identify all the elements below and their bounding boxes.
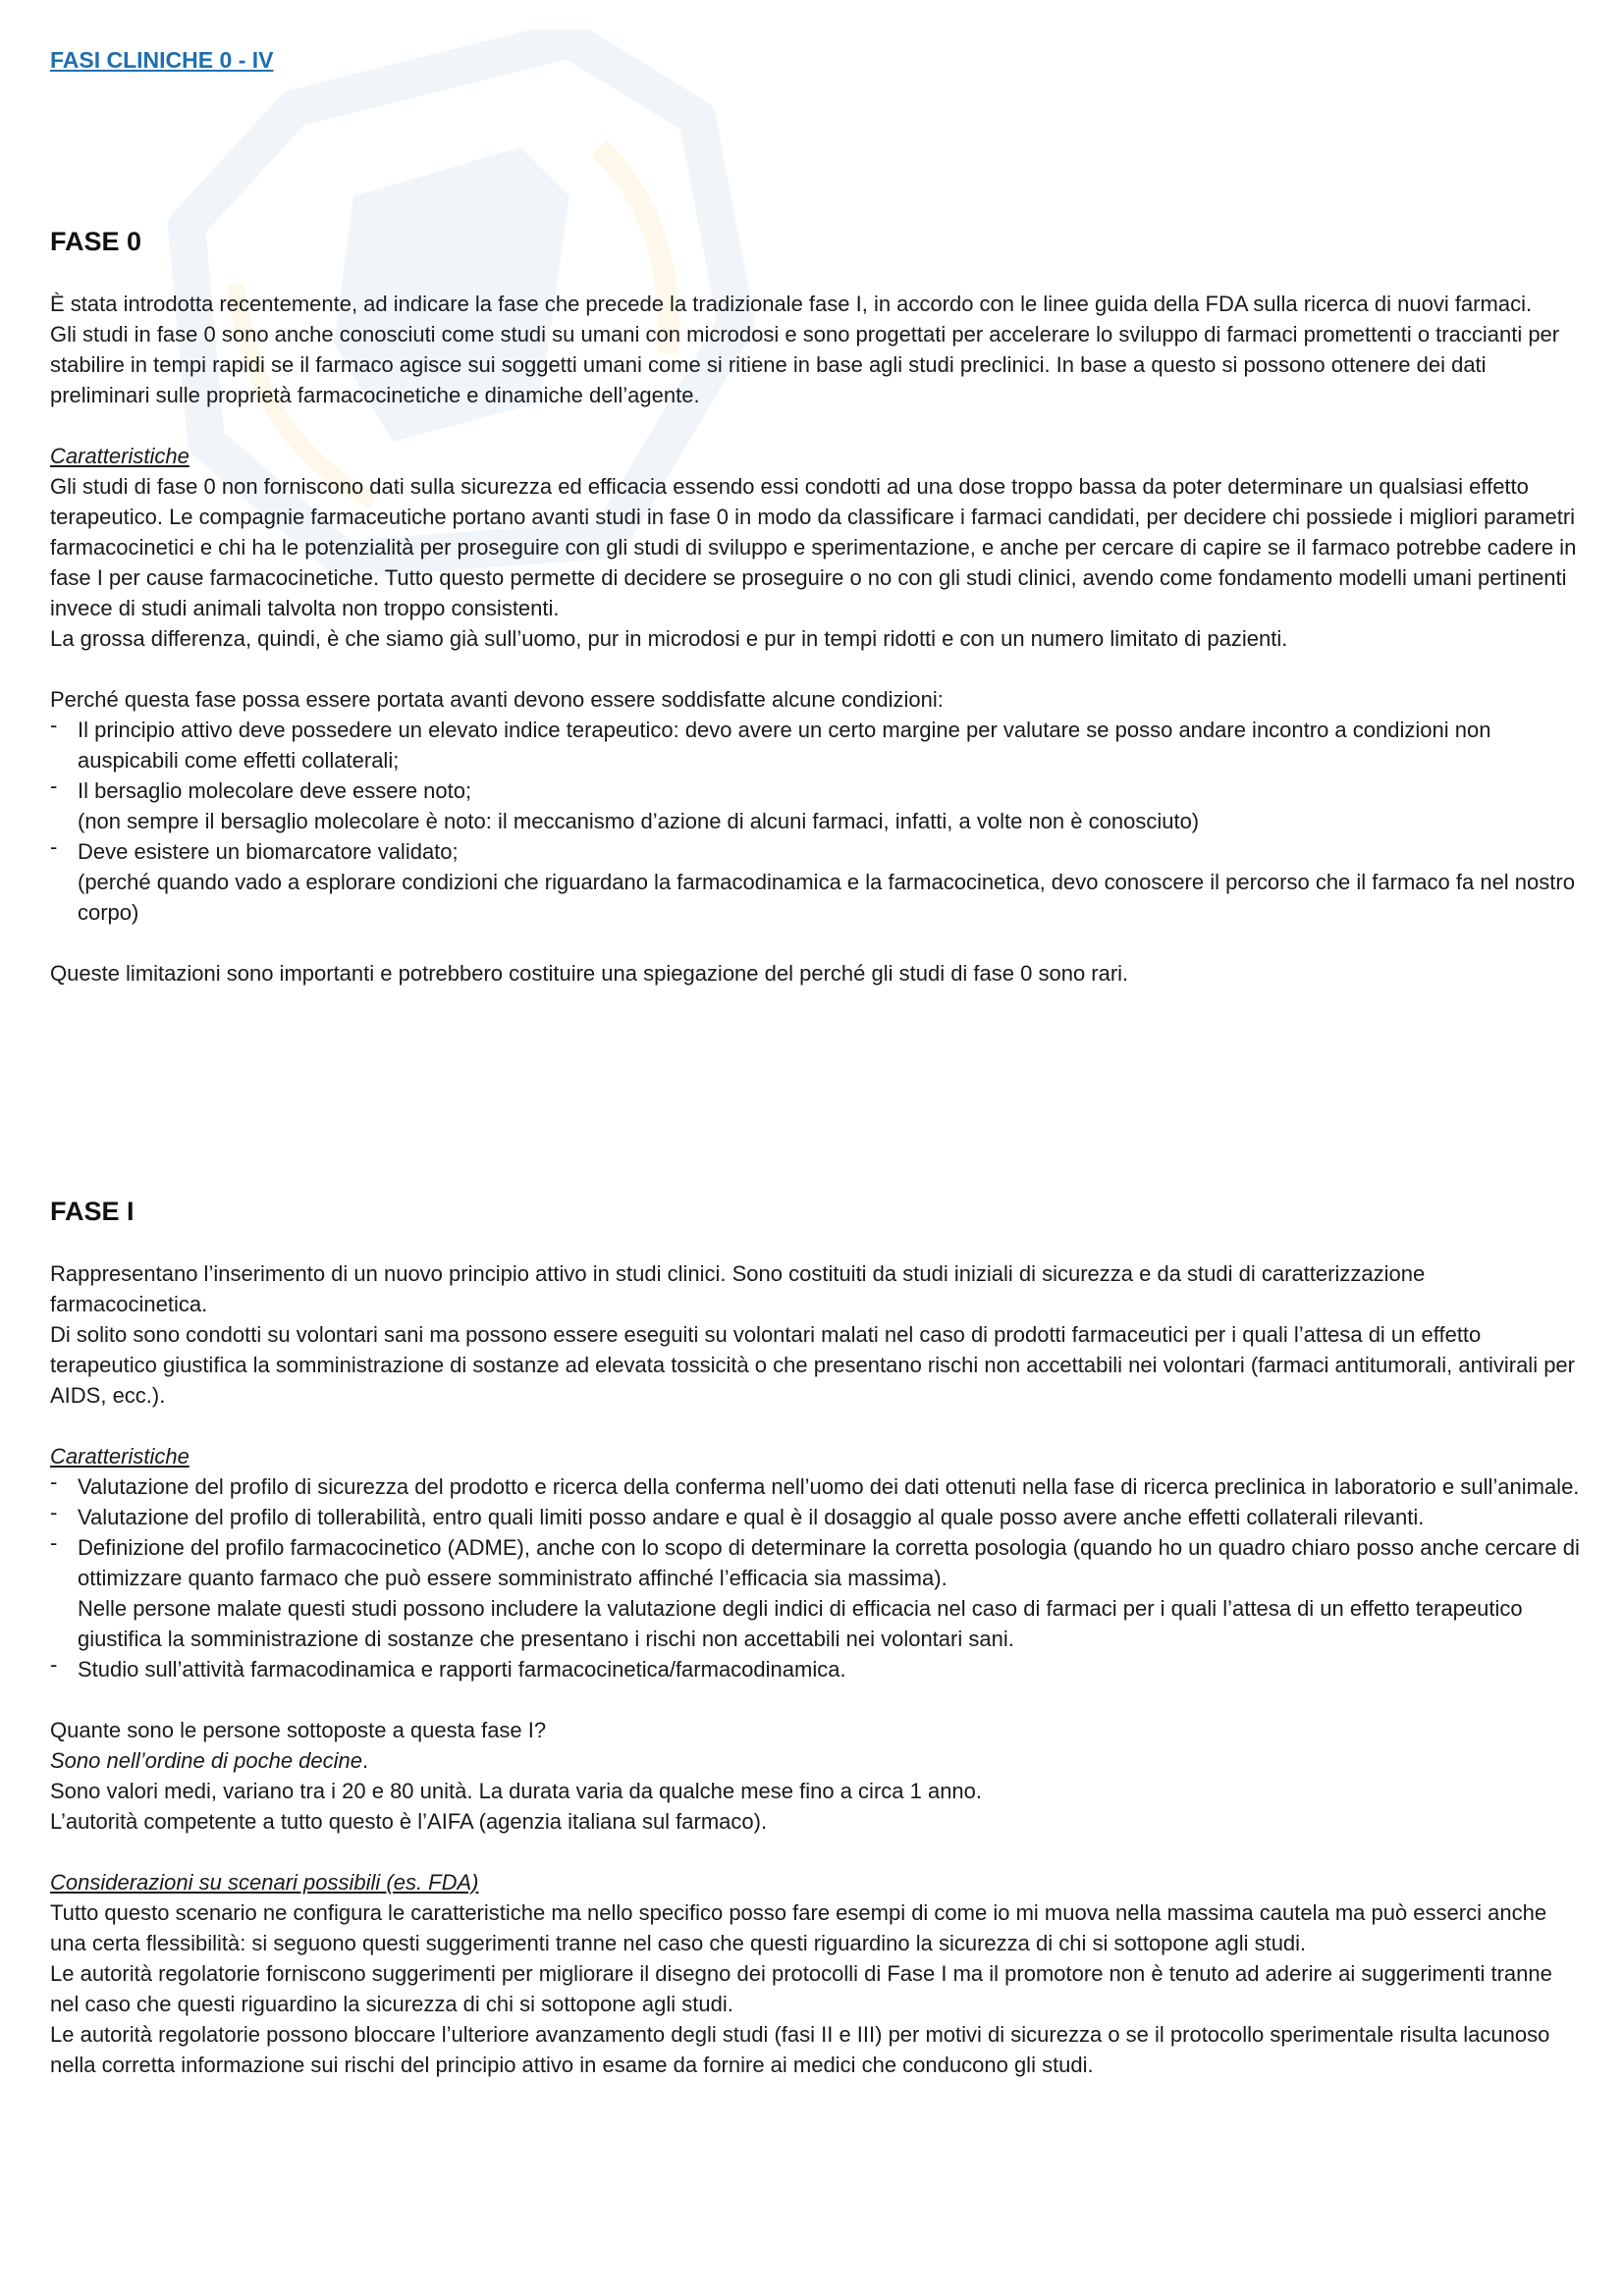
document-page [50,49,1582,2080]
paragraph: Tutto questo scenario ne configura le caratteristiche ma nello specifico posso fare esempi di come io mi muova nella massima cautela ma può esserci anche una certa flessibilità: si seguono questi suggerimenti tranne nel caso che questi riguardino la sicurezza di chi si sottopone agli studi. [50,1900,1547,1955]
list-note: (non sempre il bersaglio molecolare è noto: il meccanismo d’azione di alcuni farmaci, infatti, a volte non è conosciuto) [78,809,1200,833]
section-heading: FASE I [50,1197,135,1226]
list-item: - Il principio attivo deve possedere un elevato indice terapeutico: devo avere un certo margine per valutare se posso andare incontro a condizioni non auspicabili come effetti collaterali; [50,715,1582,775]
characteristics-list [50,1471,1582,1684]
list-note: Nelle persone malate questi studi possono includere la valutazione degli indici di efficacia nel caso di farmaci per i quali l’attesa di un effetto terapeutico giustifica la somministrazione di sostanze che presentano i rischi non accettabili nei volontari sani. [78,1596,1523,1651]
paragraph: Perché questa fase possa essere portata avanti devono essere soddisfatte alcune condizioni: [50,687,944,712]
paragraph: Rappresentano l’inserimento di un nuovo principio attivo in studi clinici. Sono costituiti da studi iniziali di sicurezza e da studi di caratterizzazione farmacocinetica. [50,1261,1426,1316]
paragraph: L’autorità competente a tutto questo è l’AIFA (agenzia italiana sul farmaco). [50,1809,768,1834]
conditions-list [50,715,1582,928]
paragraph: Sono nell’ordine di poche decine. [50,1748,369,1773]
document-title: FASI CLINICHE 0 - IV [50,47,274,73]
answer-text: Sono nell’ordine di poche decine [50,1748,363,1773]
subheading: Considerazioni su scenari possibili (es. FDA) [50,1870,479,1895]
paragraph: Gli studi in fase 0 sono anche conosciuti come studi su umani con microdosi e sono progettati per accelerare lo sviluppo di farmaci promettenti o traccianti per stabilire in tempi rapidi se il farmaco agisce sui soggetti umani come si ritiene in base agli studi preclinici. In base a questo si possono ottenere dei dati preliminari sulle proprietà farmacocinetiche e dinamiche dell’agente. [50,322,1560,407]
paragraph: Queste limitazioni sono importanti e potrebbero costituire una spiegazione del perché gli studi di fase 0 sono rari. [50,961,1129,986]
list-item: - Valutazione del profilo di tollerabilità, entro quali limiti posso andare e qual è il dosaggio al quale posso avere anche effetti collaterali rilevanti. [50,1502,1582,1532]
list-item: - Deve esistere un biomarcatore validato; (perché quando vado a esplorare condizioni che riguardano la farmacodinamica e la farmacocinetica, devo conoscere il percorso che il farmaco fa nel nostro corpo) [50,836,1582,928]
list-note: (perché quando vado a esplorare condizioni che riguardano la farmacodinamica e la farmacocinetica, devo conoscere il percorso che il farmaco fa nel nostro corpo) [78,870,1575,925]
section-fase-0 [50,229,1582,988]
paragraph: Le autorità regolatorie possono bloccare l’ulteriore avanzamento degli studi (fasi II e III) per motivi di sicurezza o se il protocollo sperimentale risulta lacunoso nella corretta informazione sui rischi del principio attivo in esame da fornire ai medici che conducono gli studi. [50,2022,1550,2077]
section-heading: FASE 0 [50,227,142,256]
section-fase-1 [50,1199,1582,2080]
paragraph: Di solito sono condotti su volontari sani ma possono essere eseguiti su volontari malati nel caso di prodotti farmaceutici per i quali l’attesa di un effetto terapeutico giustifica la somministrazione di sostanze ad elevata tossicità o che presentano rischi non accettabili nei volontari (farmaci antitumorali, antivirali per AIDS, ecc.). [50,1322,1575,1408]
paragraph: Quante sono le persone sottoposte a questa fase I? [50,1718,547,1742]
paragraph: Sono valori medi, variano tra i 20 e 80 unità. La durata varia da qualche mese fino a circa 1 anno. [50,1779,983,1803]
paragraph: È stata introdotta recentemente, ad indicare la fase che precede la tradizionale fase I, in accordo con le linee guida della FDA sulla ricerca di nuovi farmaci. [50,292,1533,316]
paragraph: La grossa differenza, quindi, è che siamo già sull’uomo, pur in microdosi e pur in tempi ridotti e con un numero limitato di pazienti. [50,626,1288,651]
list-item: - Definizione del profilo farmacocinetico (ADME), anche con lo scopo di determinare la corretta posologia (quando ho un quadro chiaro posso anche cercare di ottimizzare quanto farmaco che può essere somministrato affinché l’efficacia sia massima). Nelle persone malate questi studi possono includere la valutazione degli indici di efficacia nel caso di farmaci per i quali l’attesa di un effetto terapeutico giustifica la somministrazione di sostanze che presentano i rischi non accettabili nei volontari sani. [50,1532,1582,1654]
list-item: - Valutazione del profilo di sicurezza del prodotto e ricerca della conferma nell’uomo dei dati ottenuti nella fase di ricerca preclinica in laboratorio e sull’animale. [50,1471,1582,1502]
list-item: - Studio sull’attività farmacodinamica e rapporti farmacocinetica/farmacodinamica. [50,1654,1582,1684]
paragraph: Le autorità regolatorie forniscono suggerimenti per migliorare il disegno dei protocolli di Fase I ma il promotore non è tenuto ad aderire ai suggerimenti tranne nel caso che questi riguardino la sicurezza di chi si sottopone agli studi. [50,1961,1552,2016]
subheading: Caratteristiche [50,1444,189,1468]
list-item: - Il bersaglio molecolare deve essere noto; (non sempre il bersaglio molecolare è noto: il meccanismo d’azione di alcuni farmaci, infatti, a volte non è conosciuto) [50,775,1582,836]
subheading: Caratteristiche [50,444,189,468]
paragraph: Gli studi di fase 0 non forniscono dati sulla sicurezza ed efficacia essendo essi condotti ad una dose troppo bassa da poter determinare un qualsiasi effetto terapeutico. Le compagnie farmaceutiche portano avanti studi in fase 0 in modo da classificare i farmaci candidati, per decidere chi possiede i migliori parametri farmacocinetici e chi ha le potenzialità per proseguire con gli studi di sviluppo e sperimentazione, e anche per cercare di capire se il farmaco potrebbe cadere in fase I per cause farmacocinetiche. Tutto questo permette di decidere se proseguire o no con gli studi clinici, avendo come fondamento modelli umani pertinenti invece di studi animali talvolta non troppo consistenti. [50,474,1577,620]
